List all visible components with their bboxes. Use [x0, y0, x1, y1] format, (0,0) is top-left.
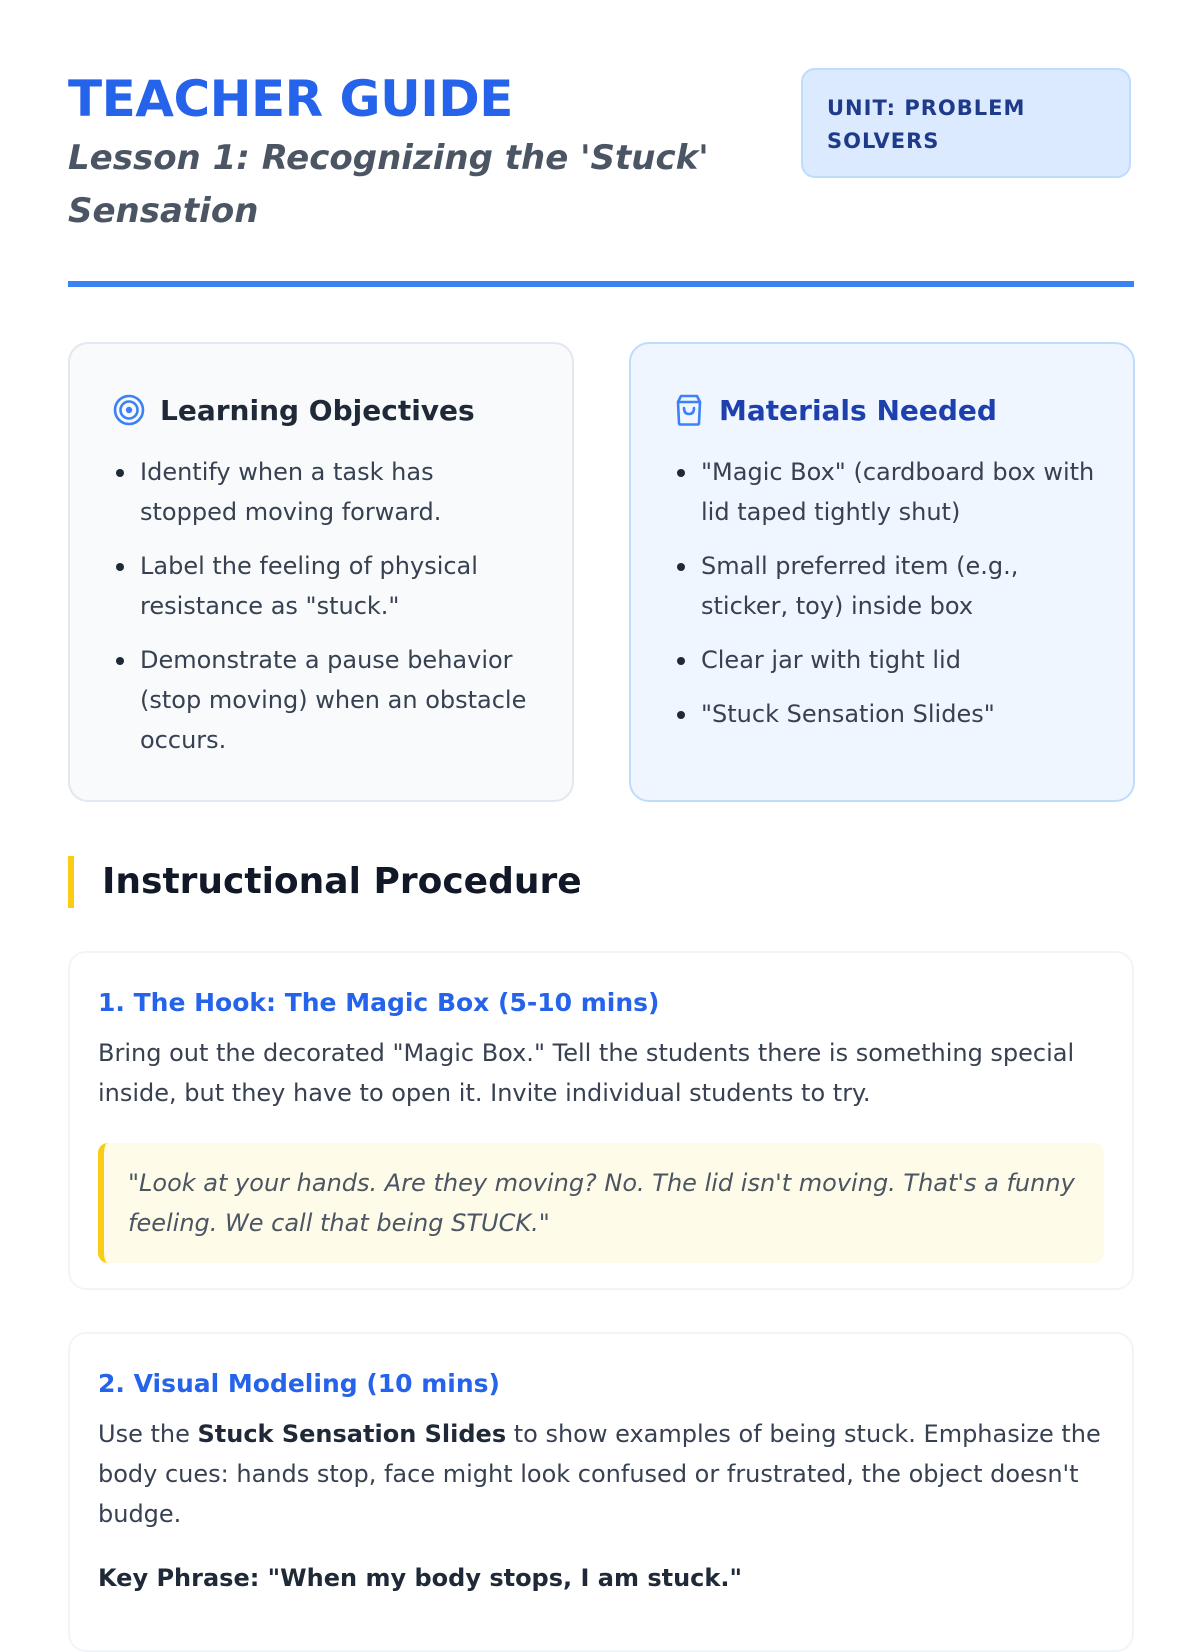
teacher-script-quote: "Look at your hands. Are they moving? No. The lid isn't moving. That's a funny feeling. We call that being STUCK."	[98, 1143, 1104, 1263]
step-description: Bring out the decorated "Magic Box." Tell the students there is something special inside, but they have to open it. Invite individual students to try.	[98, 1039, 1075, 1107]
materials-title: Materials Needed	[719, 393, 997, 427]
page-title: TEACHER GUIDE	[68, 70, 513, 128]
target-icon	[112, 393, 146, 427]
materials-list	[673, 452, 1097, 734]
shopping-bag-icon	[673, 393, 705, 427]
material-item: "Magic Box" (cardboard box with lid taped tightly shut)	[673, 452, 1097, 532]
objective-item: Demonstrate a pause behavior (stop moving) when an obstacle occurs.	[112, 640, 536, 760]
unit-badge: UNIT: PROBLEM SOLVERS	[801, 68, 1131, 178]
material-item: Small preferred item (e.g., sticker, toy) inside box	[673, 546, 1097, 626]
step-title: 1. The Hook: The Magic Box (5-10 mins)	[98, 988, 660, 1017]
learning-objectives-card	[68, 342, 574, 802]
procedure-step-visual-modeling	[68, 1332, 1134, 1652]
materials-needed-card	[629, 342, 1135, 802]
objective-item: Label the feeling of physical resistance as "stuck."	[112, 546, 536, 626]
lesson-subtitle: Lesson 1: Recognizing the 'Stuck' Sensation	[68, 138, 709, 231]
step-title: 2. Visual Modeling (10 mins)	[98, 1369, 500, 1398]
procedure-heading: Instructional Procedure	[68, 856, 582, 908]
step-text-end: to show examples of being stuck. Emphasize the body cues: hands stop, face might look confused or frustrated, the object doesn't budge.	[98, 1420, 1101, 1528]
step-text-start: Use the	[98, 1420, 198, 1448]
materials-header	[673, 390, 1097, 430]
objective-item: Identify when a task has stopped moving forward.	[112, 452, 536, 532]
header-divider	[68, 281, 1134, 287]
objectives-title: Learning Objectives	[160, 393, 475, 427]
objectives-header	[112, 390, 536, 430]
material-item: "Stuck Sensation Slides"	[673, 694, 1097, 734]
key-phrase: Key Phrase: "When my body stops, I am stuck."	[98, 1564, 742, 1592]
objectives-list	[112, 452, 536, 760]
material-item: Clear jar with tight lid	[673, 640, 1097, 680]
slides-name-bold: Stuck Sensation Slides	[197, 1420, 507, 1448]
step-description	[98, 1414, 1104, 1534]
procedure-step-hook	[68, 951, 1134, 1290]
